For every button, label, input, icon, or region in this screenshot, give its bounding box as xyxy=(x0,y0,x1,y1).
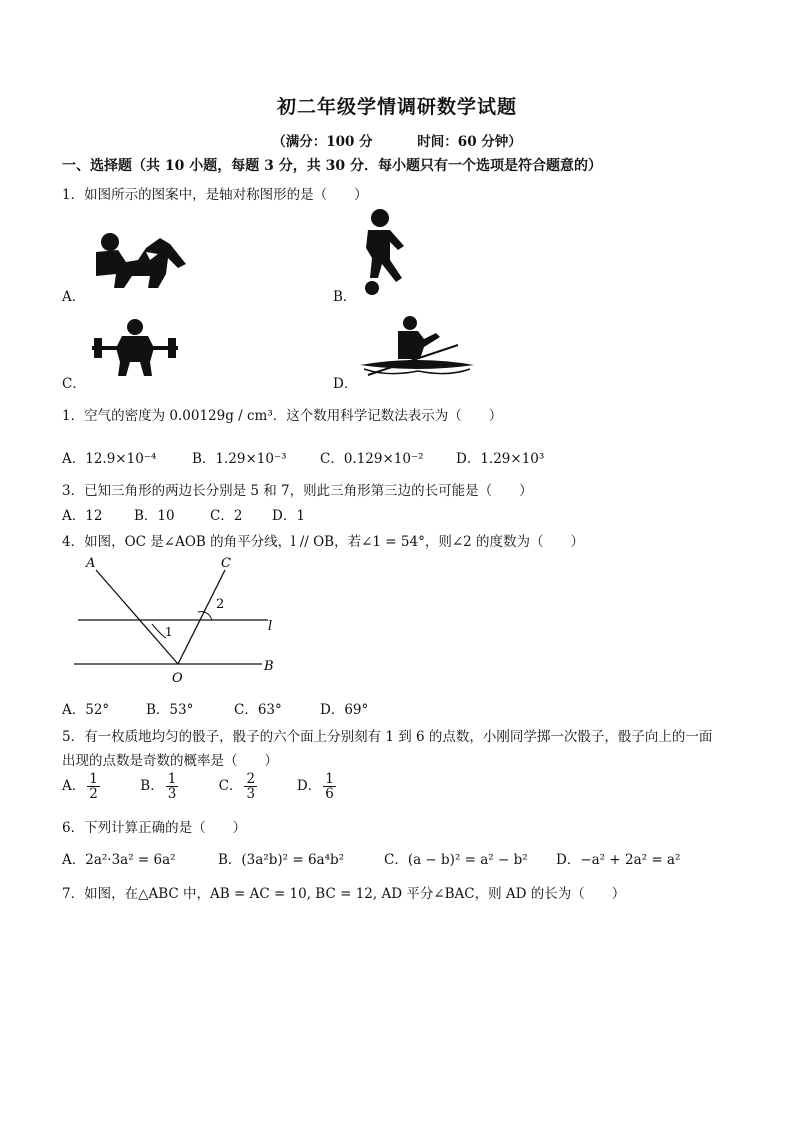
question-5-stem-line1: 5．有一枚质地均匀的骰子，骰子的六个面上分别刻有 1 到 6 的点数，小刚同学掷一次骰子，骰子向上的一面 xyxy=(62,729,713,745)
weightlifter-icon xyxy=(90,318,180,380)
time-info: 时间：60 分钟） xyxy=(417,134,522,150)
q5-options xyxy=(62,772,371,801)
question-3-stem: 3．已知三角形的两边长分别是 5 和 7，则此三角形第三边的长可能是（ ） xyxy=(62,483,533,499)
q1-option-a-label: A． xyxy=(62,289,86,305)
label-l: l xyxy=(268,619,273,634)
soccer-player-icon xyxy=(358,208,408,296)
angle-bisector-figure xyxy=(70,552,290,684)
q4-option-a: A．52° xyxy=(62,702,110,718)
q1-option-b-label: B． xyxy=(333,289,357,305)
question-2-stem: 1．空气的密度为 0.00129g / cm³．这个数用科学记数法表示为（ ） xyxy=(62,408,503,424)
q1-option-d-label: D． xyxy=(333,376,358,392)
kayaker-icon xyxy=(358,315,476,379)
q1-option-c-label: C． xyxy=(62,376,86,392)
page-title: 初二年级学情调研数学试题 xyxy=(276,96,517,118)
q2-option-b: B．1.29×10⁻³ xyxy=(192,451,287,467)
horse-rider-icon xyxy=(88,230,188,292)
exam-meta xyxy=(0,130,794,150)
section-heading: 一、选择题（共 10 小题，每题 3 分，共 30 分．每小题只有一个选项是符合题意的） xyxy=(62,158,602,174)
q2-option-a: A．12.9×10⁻⁴ xyxy=(62,451,157,467)
q5-option-a: A． $\frac{1}{2}$ xyxy=(62,771,98,803)
q3-option-b: B．10 xyxy=(134,508,175,524)
question-1-stem: 1．如图所示的图案中，是轴对称图形的是（ ） xyxy=(62,187,368,203)
q6-option-c: C．(a − b)² = a² − b² xyxy=(384,852,528,868)
q6-option-a: A．2a²·3a² = 6a² xyxy=(62,852,176,868)
label-b: B xyxy=(264,659,274,674)
q3-option-c: C．2 xyxy=(210,508,243,524)
question-4-stem: 4．如图，OC 是∠AOB 的角平分线，l // OB，若∠1 = 54°，则∠2 的度数为（ ） xyxy=(62,534,585,550)
q3-option-a: A．12 xyxy=(62,508,103,524)
q6-option-b: B．(3a²b)² = 6a⁴b² xyxy=(218,852,345,868)
q5-option-b: B． $\frac{1}{3}$ xyxy=(140,771,177,803)
q2-option-c: C．0.129×10⁻² xyxy=(320,451,424,467)
q3-option-d: D．1 xyxy=(272,508,305,524)
q4-option-d: D．69° xyxy=(320,702,369,718)
label-angle-1: 1 xyxy=(165,625,173,639)
score-info: （满分：100 分 xyxy=(272,134,373,150)
q4-option-c: C．63° xyxy=(234,702,282,718)
question-7-stem: 7．如图，在△ABC 中，AB = AC = 10, BC = 12, AD 平分∠BAC，则 AD 的长为（ ） xyxy=(62,886,626,902)
q6-option-d: D．−a² + 2a² = a² xyxy=(556,852,681,868)
question-6-stem: 6．下列计算正确的是（ ） xyxy=(62,820,247,836)
label-angle-2: 2 xyxy=(216,597,225,612)
label-o: O xyxy=(172,671,183,684)
q5-option-c: C． $\frac{2}{3}$ xyxy=(218,771,256,803)
q5-option-d: D． $\frac{1}{6}$ xyxy=(296,771,334,803)
q2-option-d: D．1.29×10³ xyxy=(456,451,545,467)
label-a: A xyxy=(86,556,96,571)
q4-option-b: B．53° xyxy=(146,702,194,718)
label-c: C xyxy=(221,556,231,571)
question-5-stem-line2: 出现的点数是奇数的概率是（ ） xyxy=(62,753,278,769)
